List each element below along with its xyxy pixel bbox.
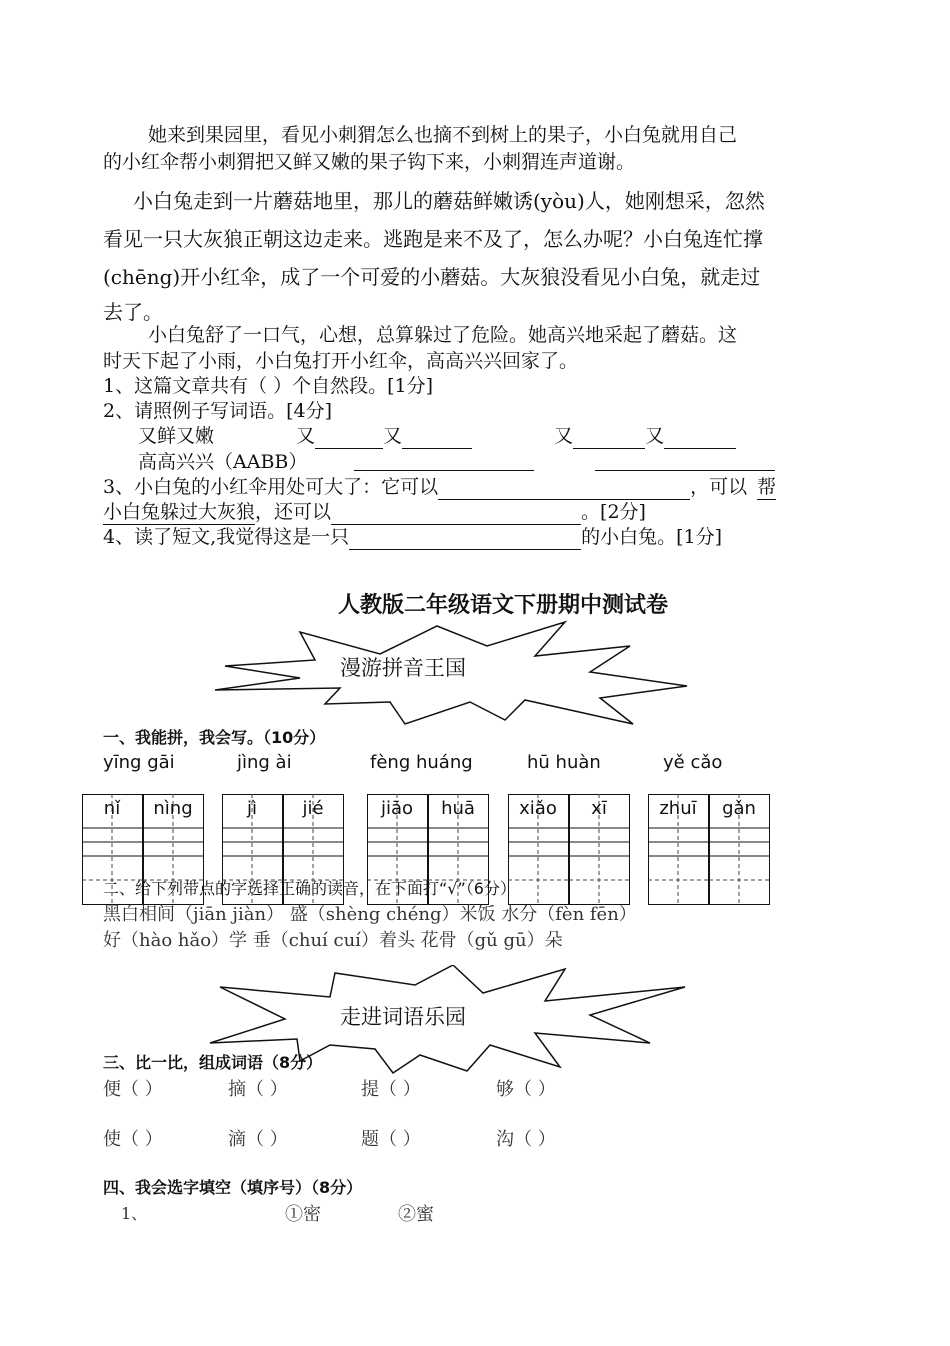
section-3-item[interactable]: 沟（ ）	[496, 1129, 556, 1150]
question-3-line2: 小白兔躲过大灰狼，还可以 。[2分]	[103, 501, 646, 523]
pinyin-group-4: hū huàn	[527, 752, 601, 773]
story-p2-line3: (chēng)开小红伞，成了一个可爱的小蘑菇。大灰狼没看见小白兔，就走过	[103, 265, 761, 289]
writing-cell[interactable]	[508, 794, 568, 904]
writing-cell[interactable]	[709, 794, 769, 904]
story-p2-line4: 去了。	[103, 300, 163, 324]
section-2-heading: 二、给下列带点的字选择正确的读音，在下面打“√”（6分）	[103, 879, 516, 898]
cell-pinyin: zhuī	[659, 798, 697, 819]
question-2-example-2: 高高兴兴（AABB）	[138, 451, 308, 473]
section-2-line-1: 黑白相间（jiān jiàn） 盛（shèng chéng）米饭 水分（fèn fēn）	[103, 904, 637, 925]
cell-pinyin: jiāo	[380, 798, 414, 819]
story-p1-line2: 的小红伞帮小刺猬把又鲜又嫩的果子钩下来，小刺猬连声道谢。	[103, 151, 636, 173]
cell-pinyin: nǐ	[103, 798, 121, 819]
cell-pinyin: nìng	[153, 798, 193, 819]
story-p2-line2: 看见一只大灰狼正朝这边走来。逃跑是来不及了，怎么办呢？小白兔连忙撑	[103, 227, 763, 251]
story-p3-line1: 小白兔舒了一口气，心想，总算躲过了危险。她高兴地采起了蘑菇。这	[148, 324, 738, 346]
cell-pinyin: xiǎo	[519, 798, 557, 819]
burst-label-pinyin: 漫游拼音王国	[340, 656, 466, 680]
cell-pinyin: xī	[591, 798, 607, 819]
question-2-blank-aabb-2[interactable]	[595, 470, 775, 471]
section-3-item[interactable]: 够（ ）	[496, 1079, 556, 1100]
section-3-item[interactable]: 便（ ）	[103, 1079, 163, 1100]
section-2-line-2: 好（hào hǎo）学 垂（chuí cuí）着头 花骨（gǔ gū）朵	[103, 930, 563, 951]
section-3-heading: 三、比一比，组成词语（8分）	[103, 1053, 323, 1072]
story-p2-line1: 小白兔走到一片蘑菇地里，那儿的蘑菇鲜嫩诱(yòu)人，她刚想采，忽然	[133, 189, 765, 213]
cell-pinyin: jié	[302, 798, 324, 819]
question-3-blank-2[interactable]	[331, 500, 581, 525]
writing-cell[interactable]	[648, 794, 708, 904]
pinyin-group-5: yě cǎo	[663, 752, 723, 773]
section-3-item[interactable]: 题（ ）	[361, 1129, 421, 1150]
question-4: 4、读了短文,我觉得这是一只 的小白兔。[1分]	[103, 526, 723, 548]
question-1: 1、这篇文章共有（ ）个自然段。[1分]	[103, 375, 434, 397]
pinyin-group-1: yīng gāi	[103, 752, 175, 773]
section-3-item[interactable]: 摘（ ）	[228, 1079, 288, 1100]
question-4-blank[interactable]	[349, 525, 581, 550]
question-2-example-1: 又鲜又嫩	[138, 425, 215, 447]
section-3-item[interactable]: 提（ ）	[361, 1079, 421, 1100]
writing-cell[interactable]	[569, 794, 629, 904]
cell-pinyin: huā	[441, 798, 475, 819]
burst-label-words: 走进词语乐园	[340, 1005, 466, 1029]
section-1-heading: 一、我能拼，我会写。（10分）	[103, 728, 326, 747]
question-3-blank-1[interactable]	[438, 475, 690, 500]
question-2-blank-aabb-1[interactable]	[354, 470, 534, 471]
section-4-option-2[interactable]: ②蜜	[398, 1204, 434, 1225]
cell-pinyin: jì	[246, 798, 257, 819]
exam-title: 人教版二年级语文下册期中测试卷	[338, 593, 669, 618]
question-3-line1: 3、小白兔的小红伞用处可大了：它可以 ，可以 帮	[103, 476, 777, 498]
pinyin-group-2: jìng ài	[237, 752, 292, 773]
section-3-item[interactable]: 使（ ）	[103, 1129, 163, 1150]
section-3-item[interactable]: 滴（ ）	[228, 1129, 288, 1150]
question-2-blank-row-1[interactable]: 又 又 又 又	[296, 424, 736, 449]
pinyin-group-3: fèng huáng	[370, 752, 473, 773]
story-p1-line1: 她来到果园里，看见小刺猬怎么也摘不到树上的果子，小白兔就用自己	[148, 124, 738, 146]
story-p3-line2: 时天下起了小雨，小白兔打开小红伞，高高兴兴回家了。	[103, 350, 579, 372]
cell-pinyin: gǎn	[722, 798, 756, 819]
question-2: 2、请照例子写词语。[4分]	[103, 400, 333, 422]
section-4-heading: 四、我会选字填空（填序号）（8分）	[103, 1178, 363, 1197]
section-4-number: 1、	[121, 1204, 148, 1223]
section-4-option-1[interactable]: ①密	[285, 1204, 321, 1225]
